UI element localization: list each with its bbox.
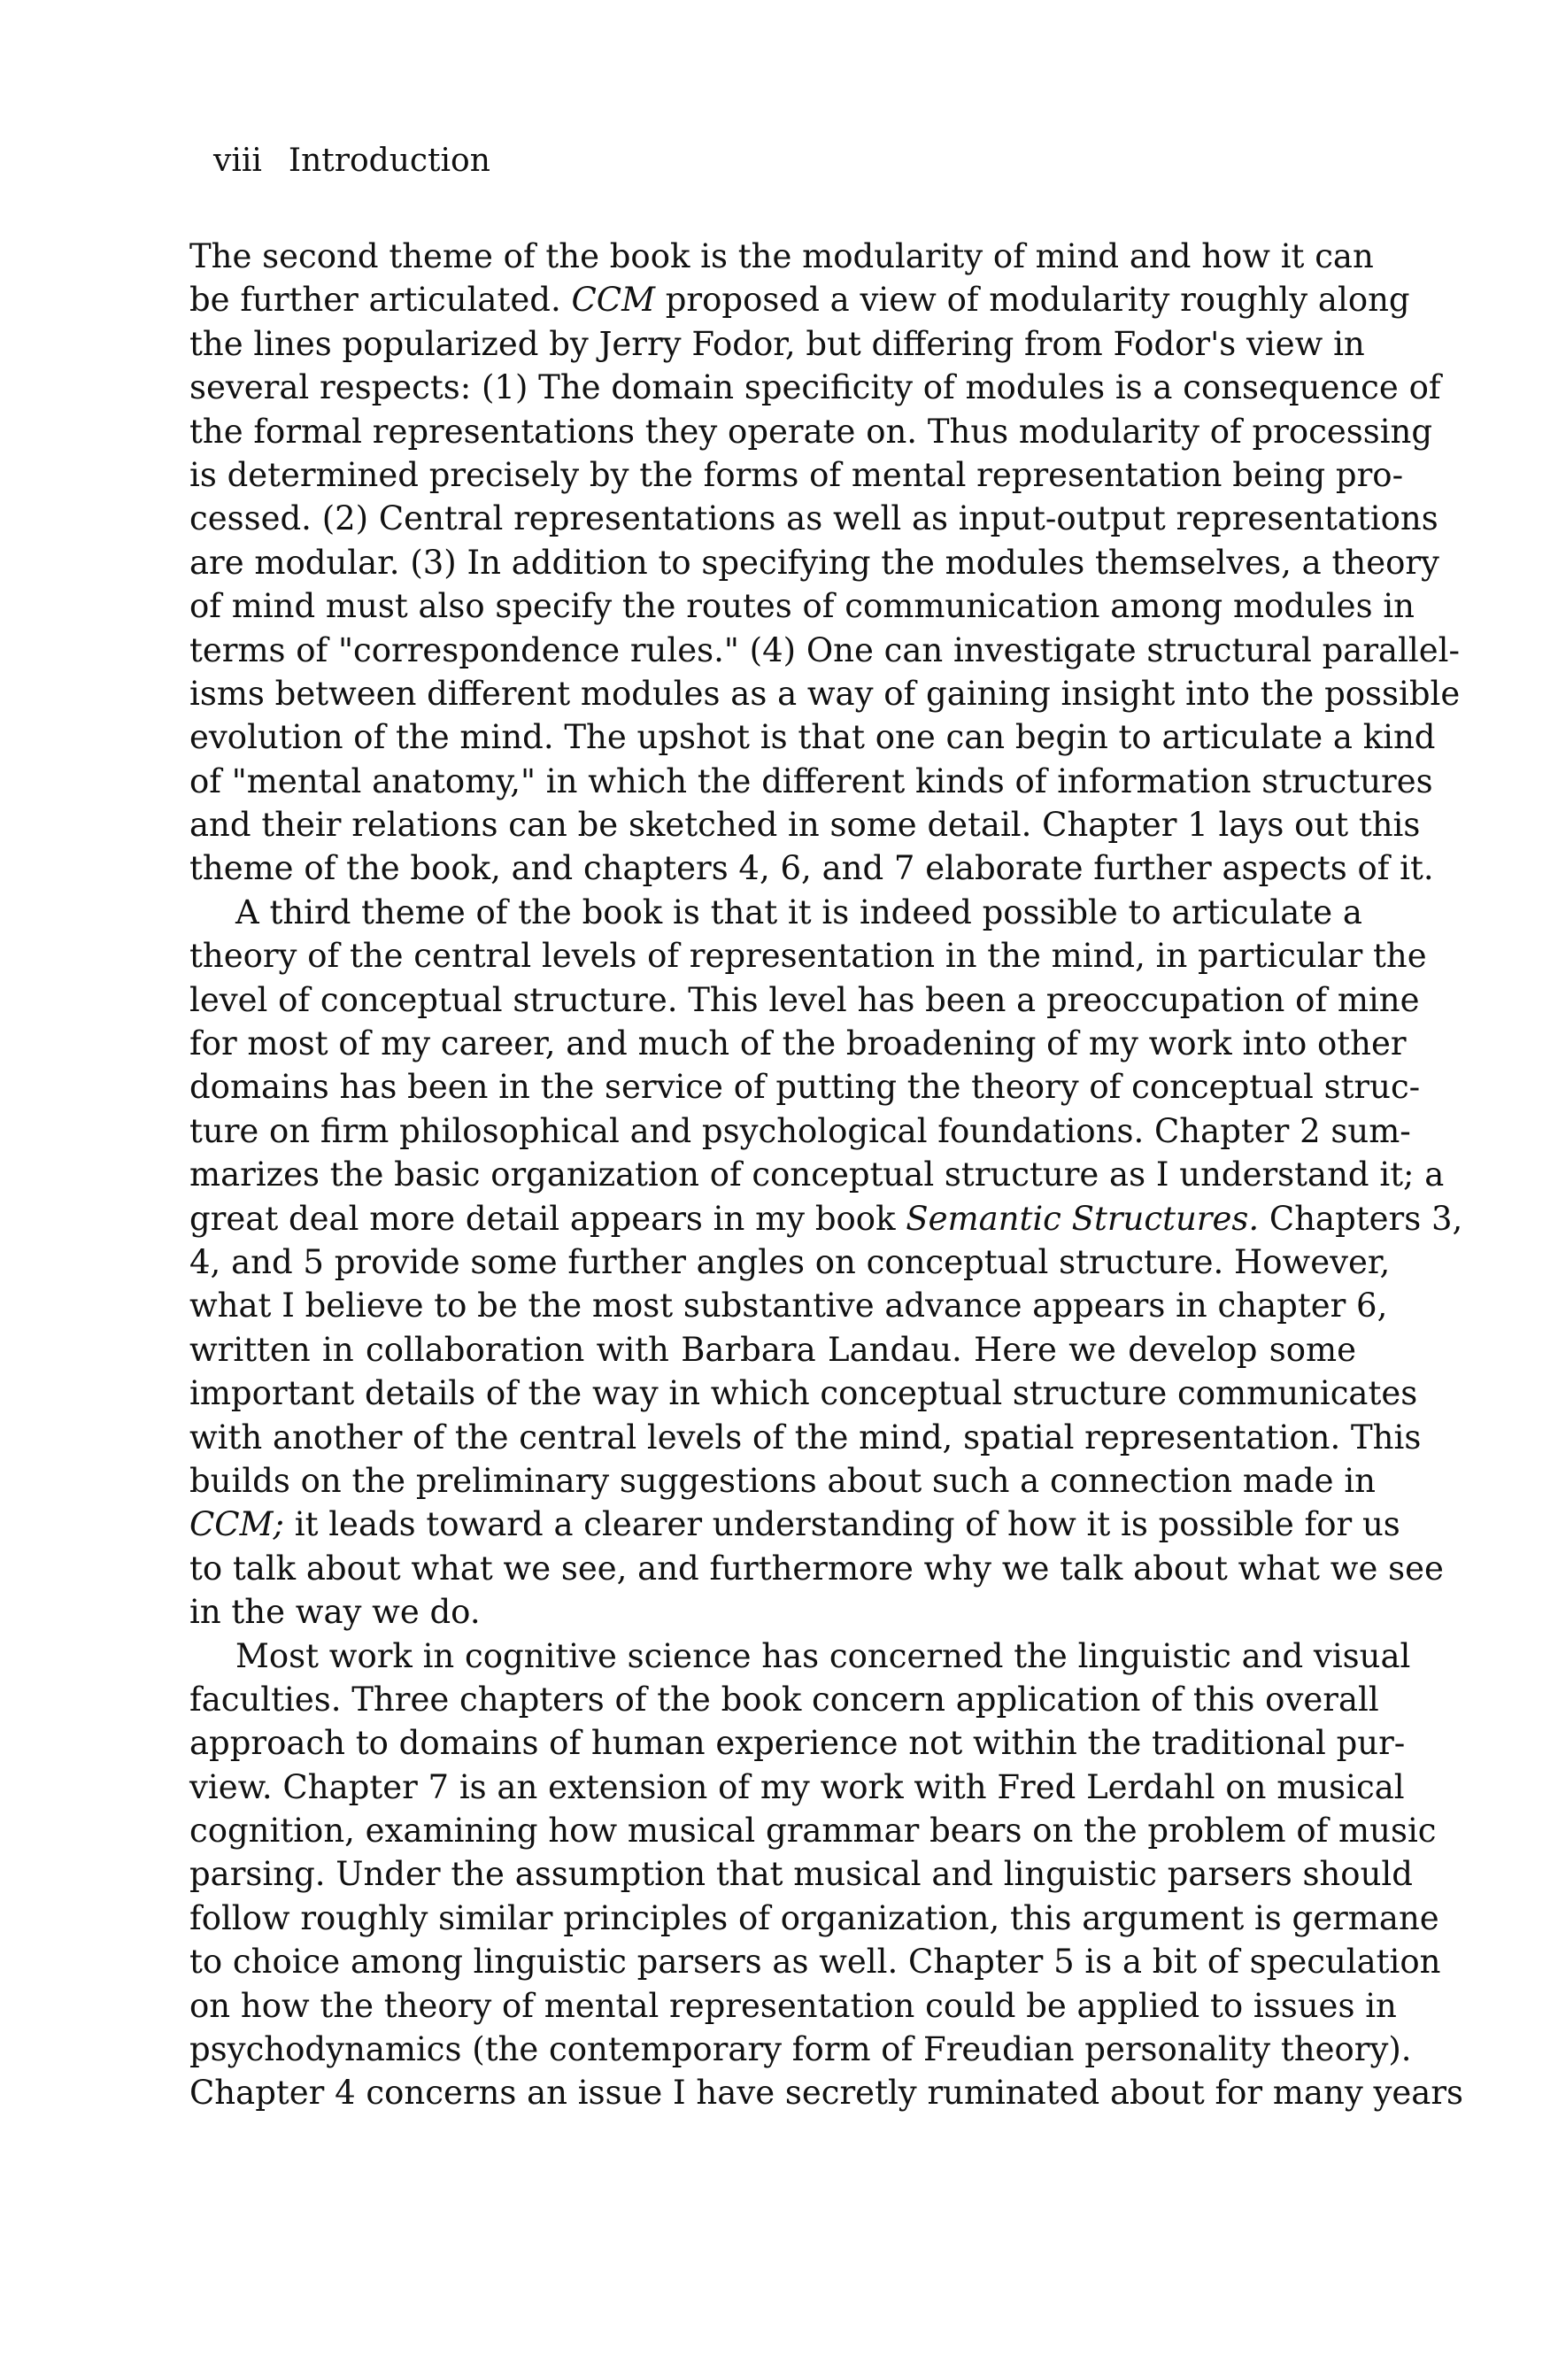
text-line (189, 1153, 1445, 1196)
text-run: on how the theory of mental representation could be applied to issues in (189, 1986, 1397, 2025)
text-line (189, 1809, 1437, 1852)
text-line (189, 410, 1433, 453)
text-line (189, 1852, 1413, 1896)
text-run: the lines popularized by Jerry Fodor, but differing from Fodor's view in (189, 324, 1365, 363)
text-run: terms of "correspondence rules." (4) One can investigate structural parallel- (189, 630, 1460, 669)
running-head (213, 142, 490, 181)
text-line (189, 1940, 1441, 1983)
text-run: psychodynamics (the contemporary form of Freudian personality theory). (189, 2030, 1412, 2069)
text-run: and their relations can be sketched in some detail. Chapter 1 lays out this (189, 806, 1421, 845)
text-line (189, 1328, 1356, 1372)
text-run: is determined precisely by the forms of mental representation being pro- (189, 455, 1404, 494)
text-line (189, 453, 1404, 497)
text-line (189, 891, 1362, 934)
text-run: parsing. Under the assumption that musical and linguistic parsers should (189, 1855, 1413, 1894)
text-line (189, 629, 1460, 672)
italic-title: CCM (571, 281, 655, 320)
text-line (189, 1459, 1376, 1503)
text-run: approach to domains of human experience not within the traditional pur- (189, 1724, 1406, 1763)
text-line (189, 1721, 1406, 1765)
text-run: of "mental anatomy," in which the different kinds of information structures (189, 761, 1433, 800)
italic-title: CCM; (189, 1505, 284, 1544)
text-line (189, 715, 1436, 759)
text-line (189, 1634, 1411, 1678)
text-run: with another of the central levels of the mind, spatial representation. This (189, 1418, 1422, 1457)
text-run: view. Chapter 7 is an extension of my work with Fred Lerdahl on musical (189, 1767, 1405, 1806)
text-run: important details of the way in which conceptual structure communicates (189, 1374, 1418, 1413)
text-run: great deal more detail appears in my book (189, 1199, 906, 1238)
text-run: what I believe to be the most substantive advance appears in chapter 6, (189, 1287, 1388, 1325)
paragraph (189, 1634, 1464, 2115)
text-run: written in collaboration with Barbara Landau. Here we develop some (189, 1330, 1356, 1369)
text-run: domains has been in the service of putting the theory of conceptual struc- (189, 1068, 1421, 1107)
text-line (189, 278, 1410, 321)
text-line (189, 1416, 1422, 1459)
text-line (189, 1503, 1400, 1546)
text-run: cognition, examining how musical grammar bears on the problem of music (189, 1812, 1437, 1851)
text-run: builds on the preliminary suggestions about such a connection made in (189, 1461, 1376, 1500)
text-line (189, 1372, 1418, 1415)
text-run: theory of the central levels of representation in the mind, in particular the (189, 937, 1427, 976)
text-run: follow roughly similar principles of organization, this argument is germane (189, 1898, 1439, 1937)
text-line (189, 541, 1439, 584)
italic-title: Semantic Structures. (906, 1199, 1260, 1238)
text-run: Chapter 4 concerns an issue I have secretly ruminated about for many years (189, 2074, 1464, 2113)
text-run: ture on firm philosophical and psychological foundations. Chapter 2 sum- (189, 1111, 1411, 1150)
text-run: the formal representations they operate on. Thus modularity of processing (189, 412, 1433, 451)
text-run: faculties. Three chapters of the book concern application of this overall (189, 1680, 1379, 1719)
text-line (189, 322, 1365, 366)
text-line (189, 2028, 1412, 2071)
body-text (189, 235, 1464, 2115)
text-line (189, 760, 1433, 803)
text-line (189, 497, 1438, 540)
text-run: Most work in cognitive science has concerned the linguistic and visual (235, 1636, 1411, 1675)
paragraph (189, 891, 1463, 1634)
text-run: be further articulated. (189, 281, 572, 320)
text-run: are modular. (3) In addition to specifying the modules themselves, a theory (189, 543, 1439, 582)
text-run: to choice among linguistic parsers as well. Chapter 5 is a bit of speculation (189, 1943, 1441, 1982)
text-line (189, 235, 1374, 278)
text-run: marizes the basic organization of conceptual structure as I understand it; a (189, 1155, 1445, 1194)
text-line (189, 1109, 1411, 1153)
text-run: isms between different modules as a way of gaining insight into the possible (189, 674, 1461, 713)
text-run: several respects: (1) The domain specificity of modules is a consequence of (189, 368, 1441, 407)
text-line (189, 1678, 1379, 1721)
text-line (189, 584, 1415, 628)
text-line (189, 934, 1427, 978)
text-line (189, 1197, 1463, 1240)
text-run: for most of my career, and much of the broadening of my work into other (189, 1024, 1407, 1063)
text-run: in the way we do. (189, 1593, 481, 1632)
text-line (189, 2071, 1464, 2114)
text-run: The second theme of the book is the modularity of mind and how it can (189, 237, 1374, 275)
paragraph (189, 235, 1461, 891)
text-run: proposed a view of modularity roughly along (654, 281, 1410, 320)
text-run: Chapters 3, (1259, 1199, 1463, 1238)
text-run: cessed. (2) Central representations as well as input-output representations (189, 499, 1438, 538)
text-line (189, 1766, 1405, 1809)
text-line (189, 978, 1420, 1022)
text-run: level of conceptual structure. This level has been a preoccupation of mine (189, 980, 1420, 1019)
text-run: it leads toward a clearer understanding of how it is possible for us (283, 1505, 1400, 1544)
text-line (189, 803, 1421, 846)
text-run: to talk about what we see, and furthermore why we talk about what we see (189, 1549, 1444, 1588)
text-run: of mind must also specify the routes of communication among modules in (189, 587, 1415, 626)
text-line (189, 1984, 1397, 2028)
page-number: viii (213, 143, 262, 179)
text-run: A third theme of the book is that it is indeed possible to articulate a (235, 892, 1362, 931)
text-run: 4, and 5 provide some further angles on conceptual structure. However, (189, 1242, 1391, 1281)
text-line (189, 846, 1434, 890)
text-line (189, 366, 1441, 409)
text-run: theme of the book, and chapters 4, 6, and 7 elaborate further aspects of it. (189, 849, 1434, 888)
text-line (189, 1240, 1391, 1284)
text-run: evolution of the mind. The upshot is that one can begin to articulate a kind (189, 718, 1436, 757)
text-line (189, 1065, 1421, 1109)
text-line (189, 1897, 1439, 1940)
text-line (189, 672, 1461, 715)
text-line (189, 1590, 1356, 1634)
text-line (189, 1547, 1444, 1590)
section-title: Introduction (288, 143, 490, 179)
text-line (189, 1284, 1388, 1327)
text-line (189, 1022, 1407, 1065)
